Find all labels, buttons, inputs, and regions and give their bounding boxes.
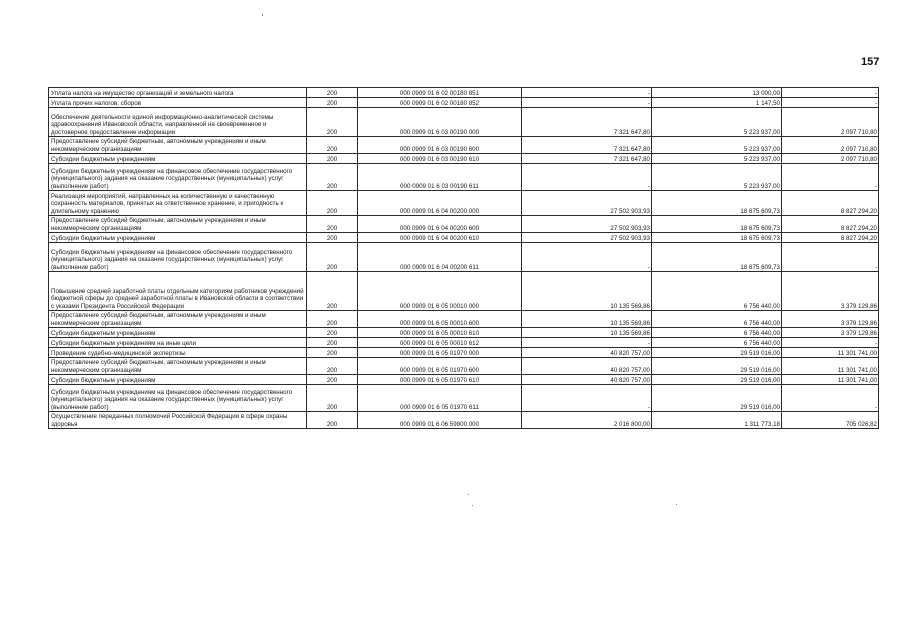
table-row [49, 88, 879, 98]
cell-budget-classification: 000 0909 01 6 05 01970 000 [358, 348, 522, 358]
cell-name: Обеспечение деятельности единой информационно-аналитической системы здравоохранения Ивановской области, направленной на своевременное и достоверное предоставление информации [49, 108, 307, 137]
cell-line-code: 200 [307, 375, 358, 385]
cell-unexecuted-amount: 3 379 129,86 [782, 328, 879, 338]
cell-approved-amount: 40 820 757,00 [522, 375, 652, 385]
cell-executed-amount: 5 223 937,00 [652, 108, 782, 137]
table-body [49, 88, 879, 429]
cell-line-code: 200 [307, 272, 358, 311]
cell-budget-classification: 000 0909 01 6 04 00200 611 [358, 243, 522, 272]
cell-name: Субсидии бюджетным учреждениям на финансовое обеспечение государственного (муниципального) задания на оказание государственных (муниципальных) услуг (выполнение работ) [49, 385, 307, 412]
cell-name: Субсидии бюджетным учреждениям на финансовое обеспечение государственного (муниципального) задания на оказание государственных (муниципальных) услуг (выполнение работ) [49, 243, 307, 272]
cell-unexecuted-amount: - [782, 98, 879, 108]
table-row [49, 233, 879, 243]
table-row [49, 328, 879, 338]
cell-executed-amount: 5 223 937,00 [652, 164, 782, 191]
table-row [49, 154, 879, 164]
cell-budget-classification: 000 0909 01 6 04 00200 600 [358, 216, 522, 233]
table-row [49, 137, 879, 154]
cell-unexecuted-amount: - [782, 385, 879, 412]
cell-line-code: 200 [307, 137, 358, 154]
cell-line-code: 200 [307, 338, 358, 348]
cell-approved-amount: 40 820 757,00 [522, 348, 652, 358]
cell-unexecuted-amount: 11 301 741,00 [782, 375, 879, 385]
scan-speck [468, 494, 469, 495]
cell-approved-amount: 2 016 800,00 [522, 412, 652, 429]
cell-name: Реализация мероприятий, направленных на количественную и качественную сохранность материалов, принятых на ответственное хранение, и пригодность к длительному хранению [49, 191, 307, 216]
cell-executed-amount: 6 756 440,00 [652, 311, 782, 328]
cell-executed-amount: 18 675 609,73 [652, 191, 782, 216]
cell-approved-amount: 7 321 647,80 [522, 108, 652, 137]
cell-unexecuted-amount: - [782, 164, 879, 191]
cell-budget-classification: 000 0909 01 6 04 00200 000 [358, 191, 522, 216]
cell-approved-amount: 40 820 757,00 [522, 358, 652, 375]
cell-budget-classification: 000 0909 01 6 04 00200 610 [358, 233, 522, 243]
cell-approved-amount: 27 502 903,93 [522, 216, 652, 233]
cell-approved-amount: 10 135 569,86 [522, 328, 652, 338]
cell-executed-amount: 29 519 016,00 [652, 358, 782, 375]
cell-executed-amount: 29 519 016,00 [652, 385, 782, 412]
table-row [49, 338, 879, 348]
cell-line-code: 200 [307, 98, 358, 108]
cell-budget-classification: 000 0909 01 6 05 00010 600 [358, 311, 522, 328]
cell-unexecuted-amount: - [782, 338, 879, 348]
cell-unexecuted-amount: 3 379 129,86 [782, 272, 879, 311]
scan-speck [676, 504, 677, 505]
cell-name: Субсидии бюджетным учреждениям [49, 154, 307, 164]
cell-line-code: 200 [307, 385, 358, 412]
cell-name: Уплата прочих налогов, сборов [49, 98, 307, 108]
cell-approved-amount: 27 502 903,93 [522, 233, 652, 243]
cell-name: Субсидии бюджетным учреждениям [49, 233, 307, 243]
table-row [49, 216, 879, 233]
table-row [49, 358, 879, 375]
cell-approved-amount: - [522, 385, 652, 412]
cell-budget-classification: 000 0909 01 6 05 00010 610 [358, 328, 522, 338]
cell-approved-amount: - [522, 338, 652, 348]
cell-approved-amount: 10 135 569,86 [522, 272, 652, 311]
cell-approved-amount: 10 135 569,86 [522, 311, 652, 328]
cell-name: Субсидии бюджетным учреждениям на финансовое обеспечение государственного (муниципального) задания на оказание государственных (муниципальных) услуг (выполнение работ) [49, 164, 307, 191]
cell-budget-classification: 000 0909 01 6 05 01970 600 [358, 358, 522, 375]
cell-approved-amount: - [522, 98, 652, 108]
cell-executed-amount: 29 519 016,00 [652, 375, 782, 385]
page-number: 157 [861, 56, 880, 68]
cell-budget-classification: 000 0909 01 6 05 00010 000 [358, 272, 522, 311]
cell-budget-classification: 000 0909 01 6 05 00010 612 [358, 338, 522, 348]
cell-name: Уплата налога на имущество организаций и земельного налога [49, 88, 307, 98]
table-row [49, 311, 879, 328]
cell-unexecuted-amount: 11 301 741,00 [782, 358, 879, 375]
cell-line-code: 200 [307, 233, 358, 243]
cell-name: Предоставление субсидий бюджетным, автономным учреждениям и иным некоммерческим организациям [49, 137, 307, 154]
cell-approved-amount: 27 502 903,93 [522, 191, 652, 216]
cell-name: Осуществление переданных полномочий Российской Федерации в сфере охраны здоровья [49, 412, 307, 429]
cell-approved-amount: - [522, 164, 652, 191]
cell-budget-classification: 000 0909 01 6 05 01970 610 [358, 375, 522, 385]
cell-unexecuted-amount: 8 827 294,20 [782, 233, 879, 243]
cell-line-code: 200 [307, 108, 358, 137]
table-row [49, 272, 879, 311]
cell-line-code: 200 [307, 88, 358, 98]
table-row [49, 348, 879, 358]
cell-executed-amount: 13 000,00 [652, 88, 782, 98]
cell-budget-classification: 000 0909 01 6 03 00190 000 [358, 108, 522, 137]
cell-name: Субсидии бюджетным учреждениям [49, 328, 307, 338]
cell-unexecuted-amount: - [782, 243, 879, 272]
cell-executed-amount: 6 756 440,00 [652, 338, 782, 348]
cell-budget-classification: 000 0909 01 6 03 00190 611 [358, 164, 522, 191]
table-row [49, 108, 879, 137]
scan-speck [472, 505, 473, 506]
cell-name: Проведение судебно-медицинской экспертизы [49, 348, 307, 358]
cell-name: Субсидии бюджетным учреждениям [49, 375, 307, 385]
cell-approved-amount: - [522, 243, 652, 272]
budget-execution-table [48, 87, 879, 429]
cell-approved-amount: - [522, 88, 652, 98]
cell-unexecuted-amount: 2 097 710,80 [782, 154, 879, 164]
cell-line-code: 200 [307, 328, 358, 338]
cell-budget-classification: 000 0909 01 6 02 00180 851 [358, 88, 522, 98]
table-row [49, 164, 879, 191]
cell-name: Повышение средней заработной платы отдельным категориям работников учреждений бюджетной сферы до средней заработной платы в Ивановской области в соответствии с указами Президента Российской Федерации [49, 272, 307, 311]
cell-unexecuted-amount: - [782, 88, 879, 98]
cell-line-code: 200 [307, 358, 358, 375]
cell-unexecuted-amount: 8 827 294,20 [782, 191, 879, 216]
cell-budget-classification: 000 0909 01 6 03 00190 600 [358, 137, 522, 154]
cell-executed-amount: 6 756 440,00 [652, 328, 782, 338]
cell-approved-amount: 7 321 647,80 [522, 137, 652, 154]
cell-line-code: 200 [307, 311, 358, 328]
cell-budget-classification: 000 0909 01 6 05 01970 611 [358, 385, 522, 412]
cell-unexecuted-amount: 3 379 129,86 [782, 311, 879, 328]
cell-approved-amount: 7 321 647,80 [522, 154, 652, 164]
cell-executed-amount: 18 675 609,73 [652, 243, 782, 272]
cell-unexecuted-amount: 8 827 294,20 [782, 216, 879, 233]
table-row [49, 243, 879, 272]
cell-executed-amount: 5 223 937,00 [652, 154, 782, 164]
cell-executed-amount: 18 675 609,73 [652, 233, 782, 243]
table-row [49, 375, 879, 385]
cell-executed-amount: 18 675 609,73 [652, 216, 782, 233]
cell-name: Предоставление субсидий бюджетным, автономным учреждениям и иным некоммерческим организациям [49, 358, 307, 375]
cell-executed-amount: 29 519 016,00 [652, 348, 782, 358]
table-row [49, 191, 879, 216]
cell-line-code: 200 [307, 243, 358, 272]
cell-executed-amount: 6 756 440,00 [652, 272, 782, 311]
cell-line-code: 200 [307, 216, 358, 233]
table-row [49, 98, 879, 108]
cell-executed-amount: 1 311 773,18 [652, 412, 782, 429]
cell-line-code: 200 [307, 164, 358, 191]
table-row [49, 412, 879, 429]
cell-executed-amount: 1 147,50 [652, 98, 782, 108]
cell-unexecuted-amount: 705 026,82 [782, 412, 879, 429]
cell-name: Предоставление субсидий бюджетным, автономным учреждениям и иным некоммерческим организациям [49, 311, 307, 328]
cell-line-code: 200 [307, 412, 358, 429]
table-row [49, 385, 879, 412]
cell-budget-classification: 000 0909 01 6 03 00190 610 [358, 154, 522, 164]
cell-budget-classification: 000 0909 01 6 02 00180 852 [358, 98, 522, 108]
cell-executed-amount: 5 223 937,00 [652, 137, 782, 154]
cell-unexecuted-amount: 2 097 710,80 [782, 137, 879, 154]
cell-name: Субсидии бюджетным учреждениям на иные цели [49, 338, 307, 348]
cell-name: Предоставление субсидий бюджетным, автономным учреждениям и иным некоммерческим организациям [49, 216, 307, 233]
cell-unexecuted-amount: 2 097 710,80 [782, 108, 879, 137]
cell-line-code: 200 [307, 348, 358, 358]
cell-unexecuted-amount: 11 301 741,00 [782, 348, 879, 358]
cell-budget-classification: 000 0909 01 6 06 59800 000 [358, 412, 522, 429]
scan-speck [262, 14, 263, 16]
cell-line-code: 200 [307, 191, 358, 216]
cell-line-code: 200 [307, 154, 358, 164]
